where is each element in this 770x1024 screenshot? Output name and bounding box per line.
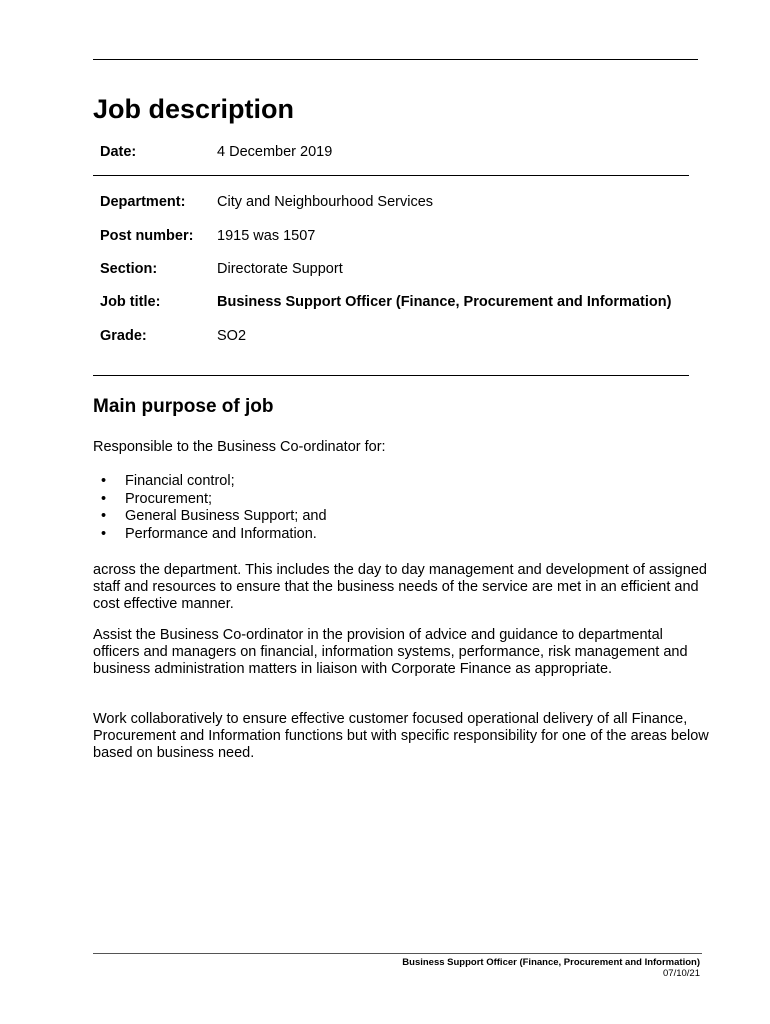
field-label-department: Department: [100,194,186,210]
body-paragraph: Assist the Business Co-ordinator in the provision of advice and guidance to departmental officers and managers on financial, information systems, performance, risk management and business administration matters in liaison with Corporate Finance as appropriate. [93,627,688,677]
main-purpose-intro: Responsible to the Business Co-ordinator for: [93,439,386,455]
list-item [93,491,327,509]
field-label-job-title: Job title: [100,294,161,310]
list-item-text: Performance and Information. [125,525,317,542]
footer-divider [93,953,702,954]
field-value-department: City and Neighbourhood Services [217,194,434,210]
list-item [93,526,327,544]
list-item-text: Financial control; [125,473,235,489]
field-label-post-number: Post number: [100,228,194,244]
list-item-text: Procurement; [125,490,213,507]
field-value-date: 4 December 2019 [217,144,333,160]
body-paragraph: Work collaboratively to ensure effective customer focused operational delivery of all Finance, Procurement and Information functions but with specific responsibility for one of the areas below based on business need. [93,711,709,761]
top-divider [93,59,698,60]
bullet-icon: • [101,473,107,489]
page-title: Job description [93,94,295,124]
footer-document-title: Business Support Officer (Finance, Procurement and Information) [402,957,700,968]
list-item-text: General Business Support; and [125,508,327,524]
field-value-grade: SO2 [217,328,247,344]
field-label-grade: Grade: [100,328,147,344]
section-heading-main-purpose: Main purpose of job [93,396,274,417]
date-divider [93,175,689,176]
footer-date: 07/10/21 [663,968,700,979]
field-value-section: Directorate Support [217,261,343,277]
bullet-icon: • [101,525,107,542]
fields-divider [93,375,689,376]
body-paragraph: across the department. This includes the day to day management and development of assigned staff and resources to ensure that the business needs of the service are met in an efficient and cost effective manner. [93,562,707,612]
field-value-job-title: Business Support Officer (Finance, Procurement and Information) [217,294,672,310]
responsibility-list [93,473,327,543]
list-item [93,473,327,491]
field-label-section: Section: [100,261,158,277]
list-item [93,508,327,526]
field-value-post-number: 1915 was 1507 [217,228,316,244]
bullet-icon: • [101,490,107,507]
field-label-date: Date: [100,144,137,160]
bullet-icon: • [101,508,107,524]
